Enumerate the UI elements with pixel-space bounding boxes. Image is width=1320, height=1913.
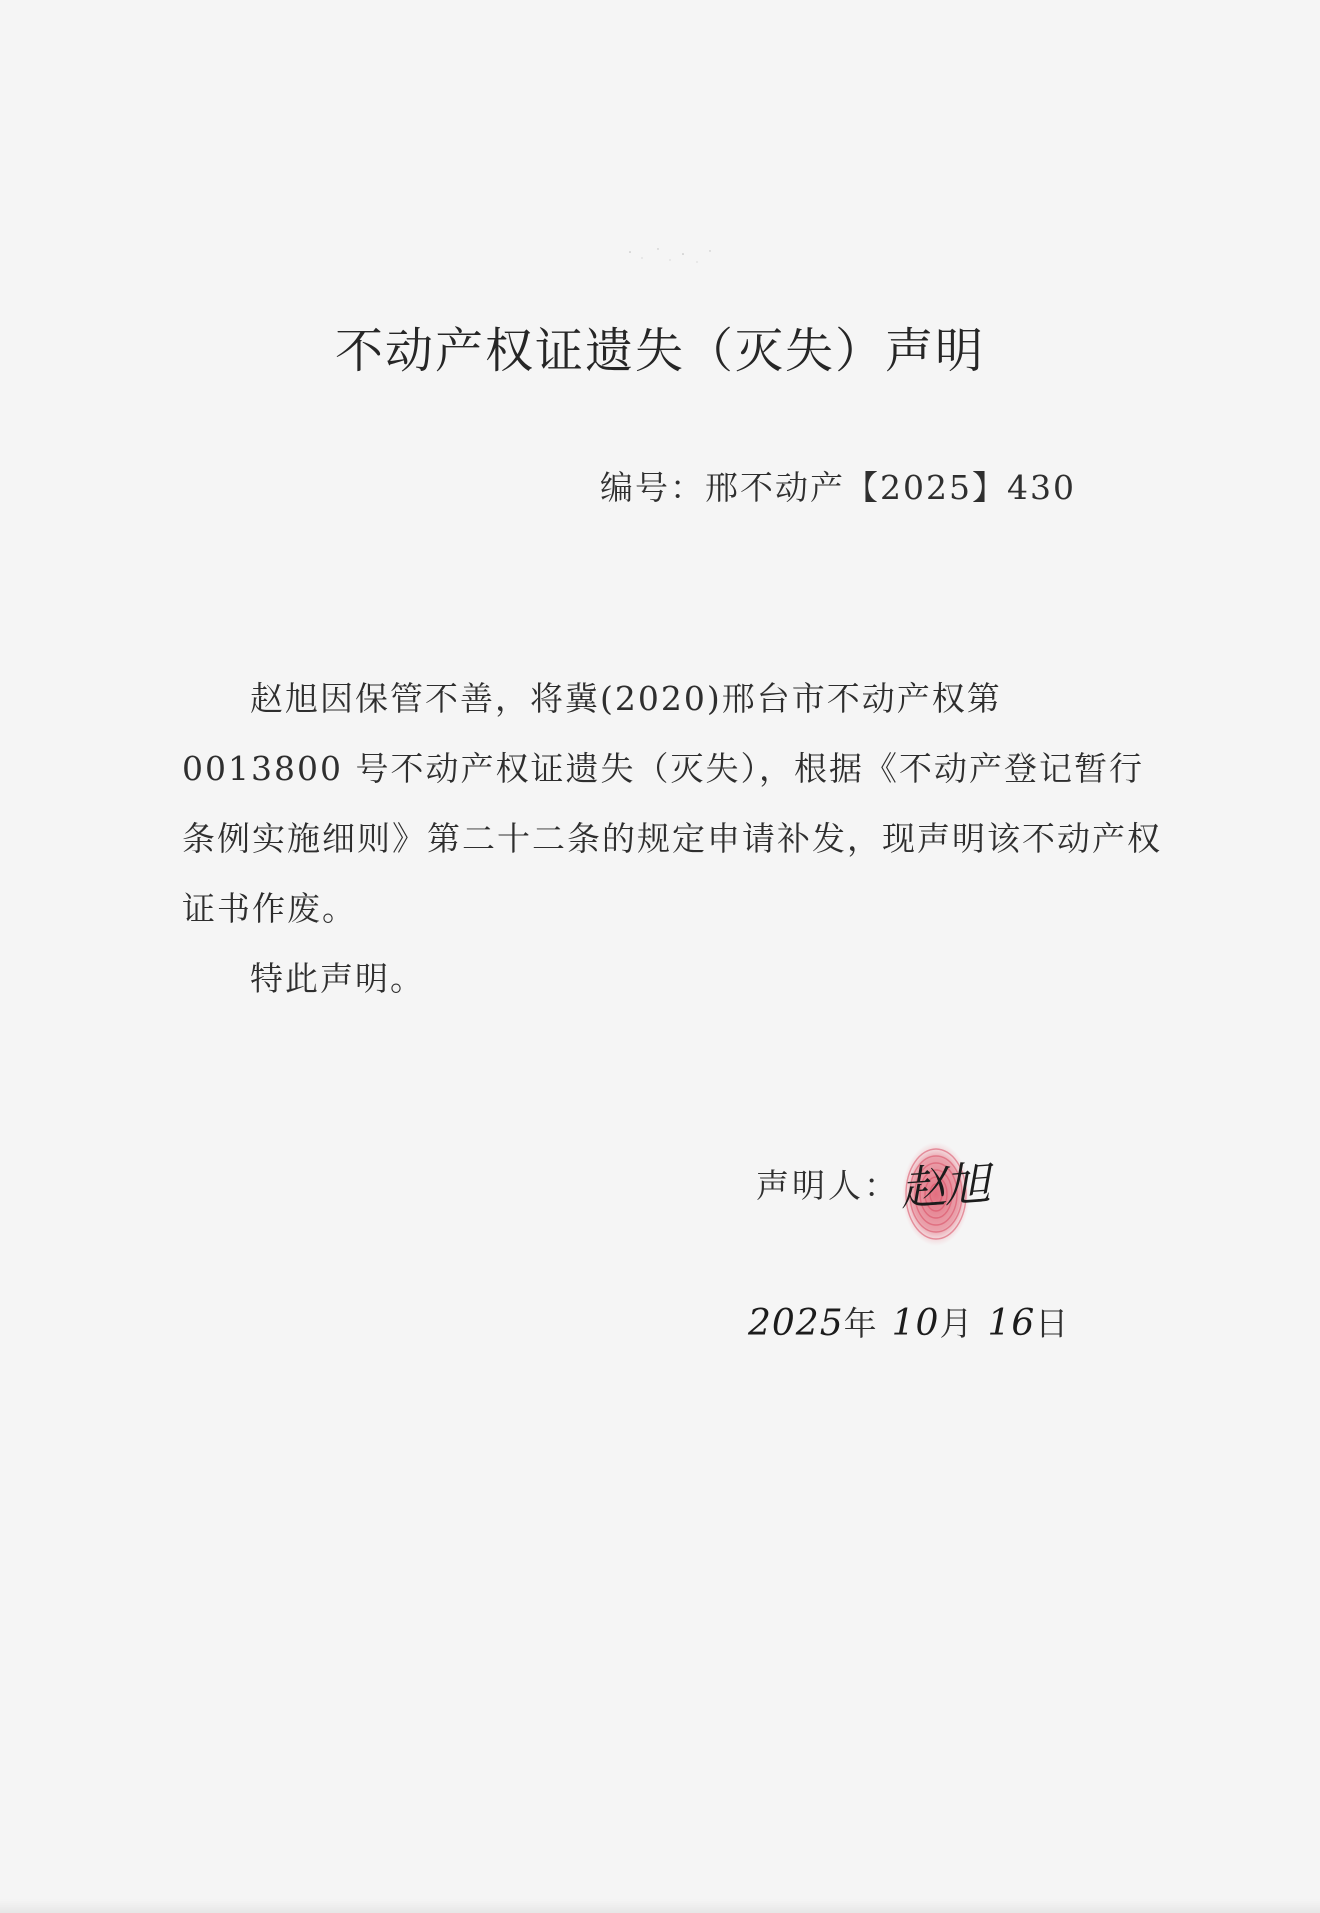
date-year: 2025: [748, 1303, 844, 1344]
closing-statement: 特此声明。: [250, 959, 425, 998]
declarant-label: 声明人：: [756, 1166, 900, 1205]
date-month-unit: 月: [939, 1304, 974, 1343]
scan-specks: [620, 240, 730, 270]
date-year-unit: 年: [843, 1304, 878, 1343]
date-line: [748, 1298, 1069, 1345]
declaration-paragraph: 赵旭因保管不善，将冀(2020)邢台市不动产权第 0013800 号不动产权证遗失（灭失），根据《不动产登记暂行条例实施细则》第二十二条的规定申请补发，现声明该不动产权证书作废。: [182, 679, 1162, 928]
document-number: 编号：邢不动产【2025】430: [600, 468, 1076, 507]
handwritten-signature: 赵旭: [898, 1155, 990, 1216]
document-title: 不动产权证遗失（灭失）声明: [334, 323, 985, 379]
scan-bottom-edge: [0, 1899, 1320, 1913]
declaration-body: [182, 664, 1167, 1014]
date-day-unit: 日: [1035, 1304, 1070, 1343]
date-month: 10: [891, 1303, 940, 1344]
date-day: 16: [987, 1303, 1036, 1344]
